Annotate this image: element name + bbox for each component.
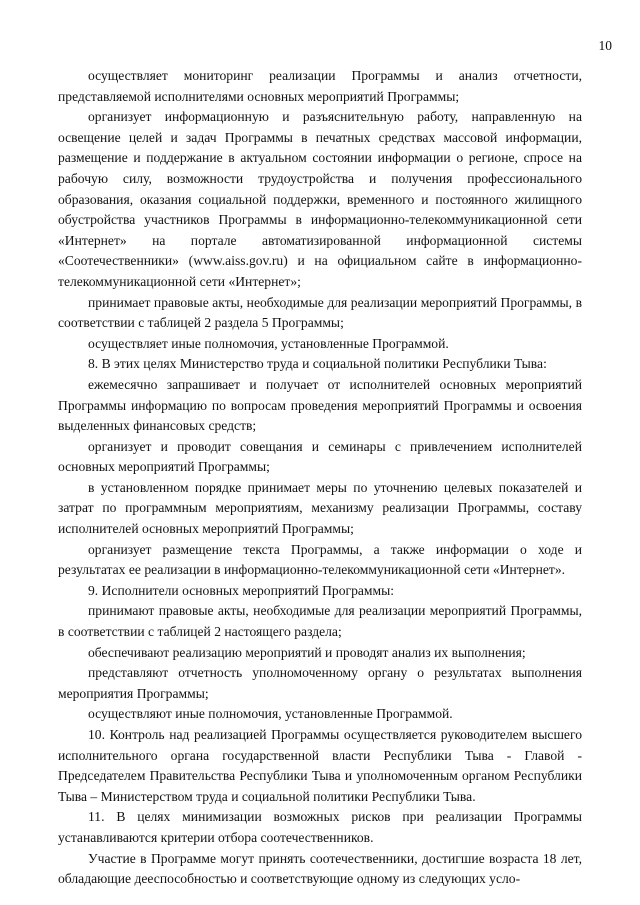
paragraph: 11. В целях минимизации возможных рисков при реализации Программы устанавливаются критерии отбора соотечественников. (58, 809, 582, 845)
page-number: 10 (598, 38, 612, 53)
paragraph: принимает правовые акты, необходимые для реализации мероприятий Программы, в соответствии с таблицей 2 раздела 5 Программы; (58, 294, 582, 331)
paragraph: 8. В этих целях Министерство труда и социальной политики Республики Тыва: (88, 356, 547, 372)
paragraph: осуществляют иные полномочия, установленные Программой. (88, 706, 453, 722)
paragraph: ежемесячно запрашивает и получает от исполнителей основных мероприятий Программы информацию по вопросам проведения мероприятий Программы и освоения выделенных финансовых средств; (58, 376, 582, 434)
paragraph: организует размещение текста Программы, а также информации о ходе и результатах ее реализации в информационно-телекоммуникационной сети «Интернет». (58, 541, 582, 578)
body-text (58, 66, 582, 890)
paragraph: осуществляет иные полномочия, установленные Программой. (88, 335, 449, 351)
paragraph: осуществляет мониторинг реализации Программы и анализ отчетности, представляемой исполнителями основных мероприятий Программы; (58, 68, 582, 104)
paragraph: организует и проводит совещания и семинары с привлечением исполнителей основных мероприятий Программы; (58, 438, 582, 475)
paragraph: обеспечивают реализацию мероприятий и проводят анализ их выполнения; (88, 644, 526, 660)
paragraph: в установленном порядке принимает меры по уточнению целевых показателей и затрат по программным мероприятиям, механизму реализации Программы, составу исполнителей основных мероприятий Программы; (58, 479, 582, 537)
paragraph: Участие в Программе могут принять соотечественники, достигшие возраста 18 лет, обладающие дееспособностью и соответствующие одному из следующих усло- (58, 850, 582, 887)
paragraph: организует информационную и разъяснительную работу, направленную на освещение целей и задач Программы в печатных средствах массовой информации, размещение и поддержание в актуальном состоянии информации о регионе, спросе на рабочую силу, возможности трудоустройства и получения профессионального образования, оказания социальной поддержки, временного и постоянного жилищного обустройства участников Программы в информационно-телекоммуникационной сети «Интернет» на портале автоматизированной информационной системы «Соотечественники» (www.aiss.gov.ru) и на официальном сайте в информационно-телекоммуникационной сети «Интернет»; (58, 109, 582, 289)
paragraph: принимают правовые акты, необходимые для реализации мероприятий Программы, в соответствии с таблицей 2 настоящего раздела; (58, 603, 582, 640)
paragraph: представляют отчетность уполномоченному органу о результатах выполнения мероприятия Программы; (58, 665, 582, 701)
paragraph: 9. Исполнители основных мероприятий Программы: (88, 582, 395, 598)
paragraph: 10. Контроль над реализацией Программы осуществляется руководителем высшего исполнительного органа государственной власти Республики Тыва - Главой - Председателем Правительства Республики Тыва и уполномоченным органом Республики Тыва – Министерством труда и социальной политики Республики Тыва. (58, 727, 582, 804)
